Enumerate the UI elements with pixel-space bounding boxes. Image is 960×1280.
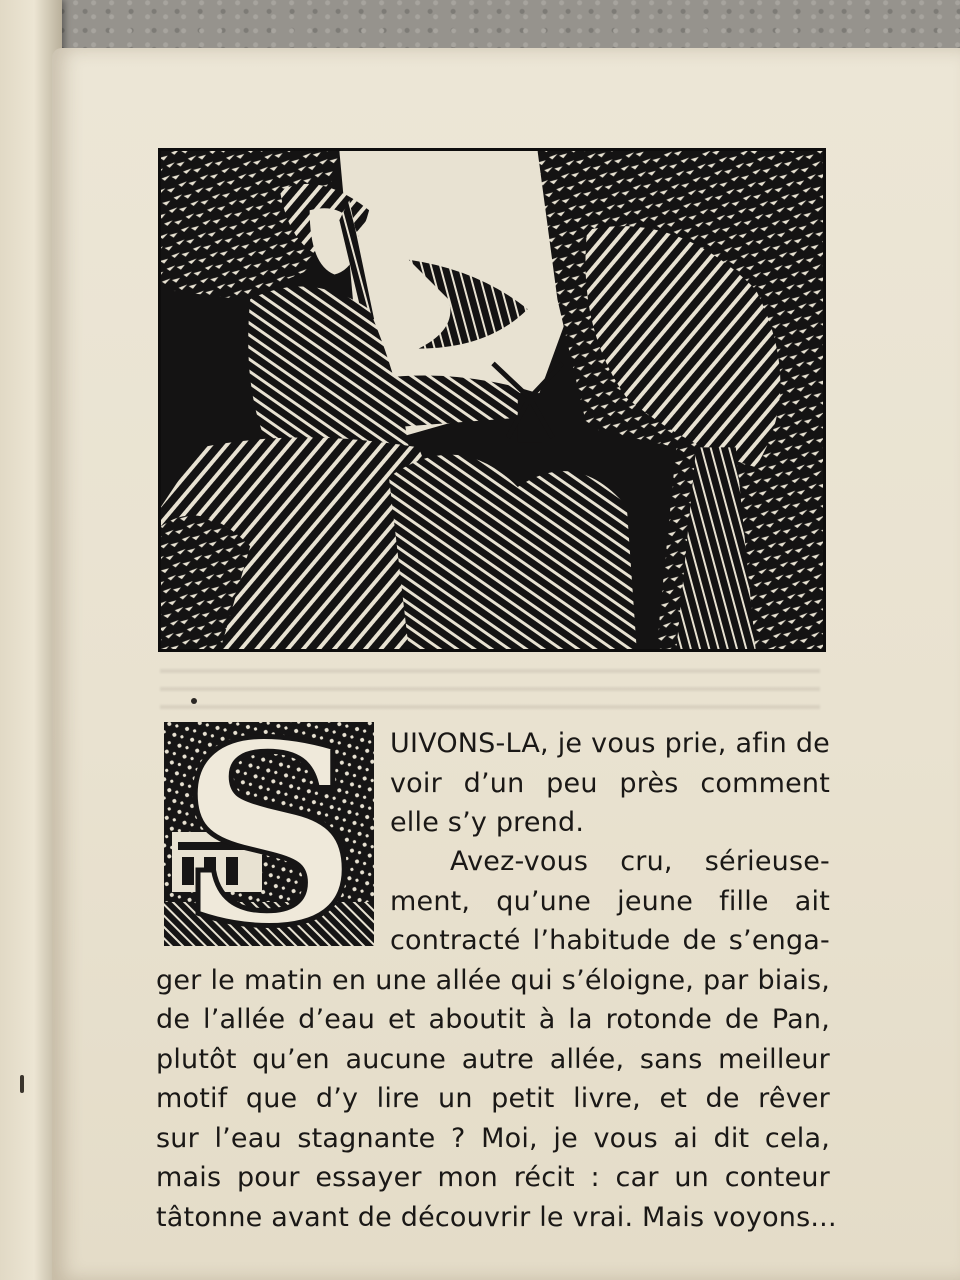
text-line: plutôt qu’en aucune autre allée, sans meilleur [156, 1044, 830, 1075]
drop-cap [164, 722, 374, 946]
text-line: Avez-vous cru, sérieuse- [450, 846, 830, 877]
page-edge-mark [20, 1075, 24, 1093]
text-line: elle s’y prend. [390, 807, 585, 838]
ink-fleck [191, 698, 197, 704]
text-line: de l’allée d’eau et aboutit à la rotonde de Pan, [156, 1004, 830, 1035]
text-line: UIVONS-LA, je vous prie, afin de [390, 728, 830, 759]
text-line: ger le matin en une allée qui s’éloigne, par biais, [156, 965, 830, 996]
text-line: ment, qu’une jeune fille ait [390, 886, 830, 917]
text-line: contracté l’habitude de s’enga- [390, 925, 830, 956]
text-line: voir d’un peu près comment [390, 768, 830, 799]
ornamental-initial-s-icon [164, 722, 374, 946]
woodcut-illustration [158, 148, 826, 652]
text-line: mais pour essayer mon récit : car un conteur [156, 1162, 830, 1193]
text-line: tâtonne avant de découvrir le vrai. Mais voyons... [156, 1202, 837, 1233]
woodcut-woman-in-park-icon [161, 151, 823, 649]
drop-cap-letter: S [178, 722, 360, 946]
text-line: motif que d’y lire un petit livre, et de rêver [156, 1083, 830, 1114]
text-line: sur l’eau stagnante ? Moi, je vous ai dit cela, [156, 1123, 830, 1154]
show-through-text [160, 655, 820, 715]
